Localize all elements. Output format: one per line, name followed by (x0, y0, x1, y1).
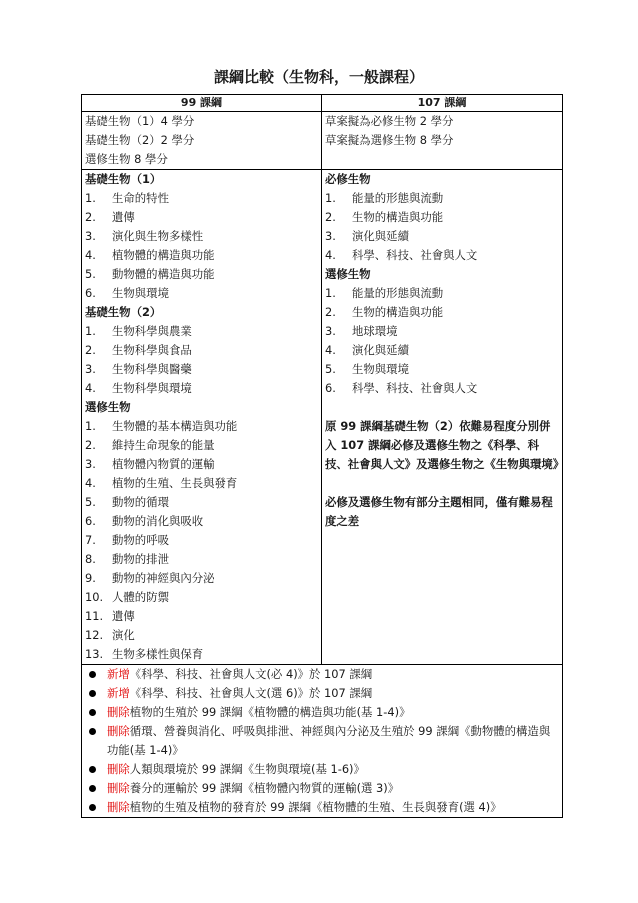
credit-line: 草案擬為必修生物 2 學分 (325, 114, 454, 128)
item-number: 10. (85, 590, 104, 604)
item-number: 1. (85, 191, 96, 205)
item-number: 5. (85, 495, 96, 509)
spacer (325, 398, 559, 417)
list-item (85, 227, 318, 246)
change-tag: 刪除 (107, 705, 130, 719)
item-text: 動物的神經與內分泌 (112, 571, 215, 585)
change-text: 循環、營養與消化、呼吸與排泄、神經與內分泌及生殖於 99 課綱《動物體的構造與功能(基 1-4)》 (107, 724, 551, 757)
list-item (85, 588, 318, 607)
item-text: 生物科學與農業 (112, 324, 192, 338)
list-item (85, 417, 318, 436)
item-number: 4. (325, 343, 336, 357)
change-text: 《科學、科技、社會與人文(必 4)》於 107 課綱 (129, 667, 373, 681)
bullet-icon (85, 798, 107, 817)
credit-line: 選修生物 8 學分 (85, 152, 168, 166)
item-number: 3. (85, 457, 96, 471)
list-item (85, 474, 318, 493)
topics-row (82, 170, 563, 665)
credits-99 (82, 112, 322, 170)
list-item (85, 512, 318, 531)
list-item (85, 645, 318, 664)
change-text: 人類與環境於 99 課綱《生物與環境(基 1-6)》 (129, 762, 365, 776)
item-number: 1. (325, 286, 336, 300)
changes-row (82, 665, 563, 818)
change-tag: 刪除 (107, 800, 130, 814)
change-item (85, 684, 559, 703)
item-text: 遺傳 (112, 210, 135, 224)
item-number: 2. (85, 343, 96, 357)
list-item (85, 455, 318, 474)
item-text: 植物體的構造與功能 (112, 248, 215, 262)
item-number: 3. (325, 229, 336, 243)
list-item (85, 607, 318, 626)
item-text: 動物的呼吸 (112, 533, 169, 547)
item-text: 動物的循環 (112, 495, 169, 509)
section-title: 基礎生物（1） (85, 172, 162, 186)
item-text: 動物的消化與吸收 (112, 514, 204, 528)
list-item (325, 322, 559, 341)
item-text: 科學、科技、社會與人文 (352, 381, 478, 395)
item-number: 8. (85, 552, 96, 566)
item-number: 6. (85, 514, 96, 528)
item-text: 人體的防禦 (112, 590, 169, 604)
list-item (325, 360, 559, 379)
item-number: 11. (85, 609, 104, 623)
item-text: 生物的構造與功能 (352, 210, 444, 224)
item-number: 5. (85, 267, 96, 281)
list-item (85, 436, 318, 455)
item-number: 13. (85, 647, 104, 661)
list-item (85, 531, 318, 550)
list-item (85, 379, 318, 398)
header-107: 107 課綱 (322, 95, 563, 112)
item-number: 2. (325, 210, 336, 224)
item-text: 植物的生殖、生長與發育 (112, 476, 238, 490)
item-number: 1. (325, 191, 336, 205)
section-title: 必修生物 (325, 172, 371, 186)
item-number: 5. (325, 362, 336, 376)
spacer (325, 474, 559, 493)
change-tag: 新增 (107, 667, 130, 681)
list-item (325, 284, 559, 303)
credit-line: 基礎生物（2）2 學分 (85, 133, 195, 147)
change-item (85, 760, 559, 779)
bullet-icon (85, 760, 107, 779)
list-item (85, 284, 318, 303)
item-text: 維持生命現象的能量 (112, 438, 215, 452)
list-item (325, 189, 559, 208)
credits-row (82, 112, 563, 170)
item-text: 生物科學與環境 (112, 381, 192, 395)
item-number: 1. (85, 419, 96, 433)
item-number: 2. (85, 210, 96, 224)
item-text: 演化 (112, 628, 135, 642)
item-text: 生物與環境 (112, 286, 169, 300)
list-item (325, 227, 559, 246)
change-text: 《科學、科技、社會與人文(選 6)》於 107 課綱 (129, 686, 373, 700)
section-title: 選修生物 (85, 400, 131, 414)
topics-107 (322, 170, 563, 665)
changes-cell (82, 665, 563, 818)
item-text: 生物與環境 (352, 362, 409, 376)
item-text: 演化與延續 (352, 229, 409, 243)
list-item (85, 265, 318, 284)
list-item (85, 189, 318, 208)
credits-107 (322, 112, 563, 170)
bullet-icon (85, 684, 107, 703)
item-text: 植物體內物質的運輸 (112, 457, 215, 471)
item-text: 生物科學與醫藥 (112, 362, 192, 376)
change-tag: 刪除 (107, 781, 130, 795)
item-number: 3. (85, 229, 96, 243)
item-number: 2. (325, 305, 336, 319)
item-text: 生物科學與食品 (112, 343, 192, 357)
item-text: 動物體的構造與功能 (112, 267, 215, 281)
change-item (85, 798, 559, 817)
list-item (325, 303, 559, 322)
change-tag: 刪除 (107, 762, 130, 776)
item-text: 科學、科技、社會與人文 (352, 248, 478, 262)
item-number: 3. (85, 362, 96, 376)
item-text: 地球環境 (352, 324, 398, 338)
item-number: 4. (85, 476, 96, 490)
change-text: 植物的生殖及植物的發育於 99 課綱《植物體的生殖、生長與發育(選 4)》 (129, 800, 502, 814)
change-item (85, 722, 559, 760)
header-row (82, 95, 563, 112)
item-number: 1. (85, 324, 96, 338)
bullet-icon (85, 779, 107, 798)
change-tag: 刪除 (107, 724, 130, 738)
list-item (85, 360, 318, 379)
section-title: 基礎生物（2） (85, 305, 162, 319)
list-item (85, 246, 318, 265)
item-number: 3. (325, 324, 336, 338)
list-item (85, 322, 318, 341)
item-text: 能量的形態與流動 (352, 286, 444, 300)
item-text: 演化與生物多樣性 (112, 229, 204, 243)
list-item (325, 379, 559, 398)
change-item (85, 779, 559, 798)
difficulty-note: 必修及選修生物有部分主題相同，僅有難易程度之差 (325, 495, 553, 528)
page-title: 課綱比較（生物科，一般課程） (213, 68, 424, 86)
comparison-table (81, 94, 563, 818)
item-number: 2. (85, 438, 96, 452)
list-item (85, 208, 318, 227)
change-text: 植物的生殖於 99 課綱《植物體的構造與功能(基 1-4)》 (129, 705, 411, 719)
bullet-icon (85, 722, 107, 760)
item-text: 動物的排泄 (112, 552, 169, 566)
item-number: 7. (85, 533, 96, 547)
item-text: 生物的構造與功能 (352, 305, 444, 319)
credit-line: 草案擬為選修生物 8 學分 (325, 133, 454, 147)
item-number: 4. (85, 381, 96, 395)
bullet-icon (85, 703, 107, 722)
item-number: 9. (85, 571, 96, 585)
change-item (85, 665, 559, 684)
change-item (85, 703, 559, 722)
item-number: 6. (85, 286, 96, 300)
item-text: 生物體的基本構造與功能 (112, 419, 238, 433)
list-item (85, 493, 318, 512)
list-item (85, 626, 318, 645)
list-item (85, 569, 318, 588)
item-number: 12. (85, 628, 104, 642)
topics-99 (82, 170, 322, 665)
item-text: 遺傳 (112, 609, 135, 623)
list-item (325, 246, 559, 265)
bullet-icon (85, 665, 107, 684)
item-text: 生命的特性 (112, 191, 169, 205)
item-number: 6. (325, 381, 336, 395)
item-number: 4. (325, 248, 336, 262)
merge-note: 原 99 課綱基礎生物（2）依難易程度分別併入 107 課綱必修及選修生物之《科學、科技、社會與人文》及選修生物之《生物與環境》 (325, 419, 565, 471)
item-text: 演化與延續 (352, 343, 409, 357)
credit-line: 基礎生物（1）4 學分 (85, 114, 195, 128)
list-item (85, 341, 318, 360)
item-text: 生物多樣性與保育 (112, 647, 204, 661)
list-item (325, 208, 559, 227)
change-text: 養分的運輸於 99 課綱《植物體內物質的運輸(選 3)》 (129, 781, 400, 795)
section-title: 選修生物 (325, 267, 371, 281)
list-item (325, 341, 559, 360)
item-text: 能量的形態與流動 (352, 191, 444, 205)
list-item (85, 550, 318, 569)
item-number: 4. (85, 248, 96, 262)
header-99: 99 課綱 (82, 95, 322, 112)
change-tag: 新增 (107, 686, 130, 700)
